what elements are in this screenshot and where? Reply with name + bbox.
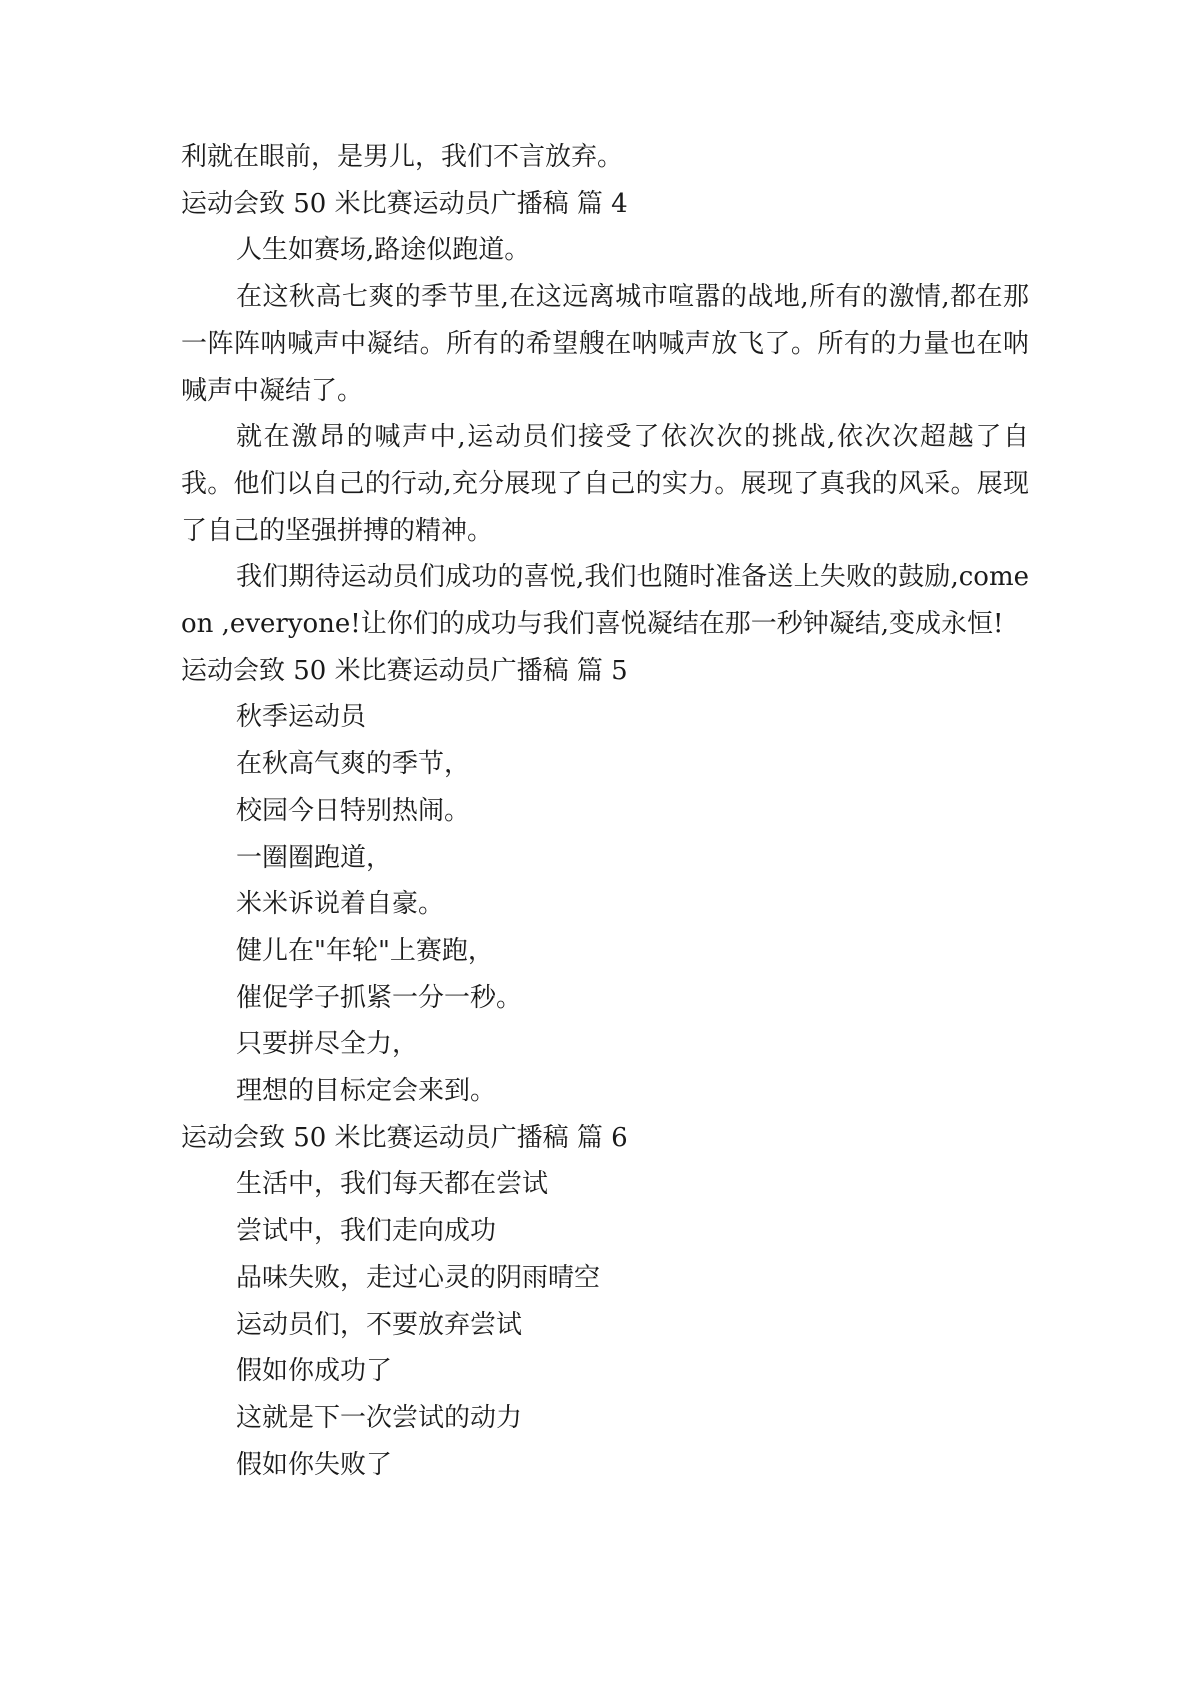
body-paragraph: 在这秋高七爽的季节里,在这远离城市喧嚣的战地,所有的激情,都在那一阵阵呐喊声中凝结。所有的希望艘在呐喊声放飞了。所有的力量也在呐喊声中凝结了。: [181, 282, 1029, 406]
poem-line: 健儿在"年轮"上赛跑，: [236, 935, 494, 966]
body-paragraph: 人生如赛场,路途似跑道。: [236, 235, 531, 266]
body-paragraph: 我们期待运动员们成功的喜悦,我们也随时准备送上失败的鼓励,come on ,everyone!让你们的成功与我们喜悦凝结在那一秒钟凝结,变成永恒!: [181, 562, 1029, 640]
poem-line: 品味失败，走过心灵的阴雨晴空: [236, 1262, 601, 1293]
section-heading: 运动会致 50 米比赛运动员广播稿 篇 4: [181, 188, 628, 219]
poem-line: 催促学子抓紧一分一秒。: [236, 982, 523, 1013]
body-paragraph: 就在激昂的喊声中,运动员们接受了依次次的挑战,依次次超越了自我。他们以自己的行动,充分展现了自己的实力。展现了真我的风采。展现了自己的坚强拼搏的精神。: [181, 422, 1029, 546]
poem-line: 一圈圈跑道，: [236, 842, 393, 873]
poem-line: 校园今日特别热闹。: [236, 795, 471, 826]
poem-line: 尝试中，我们走向成功: [236, 1216, 497, 1247]
poem-line: 假如你失败了: [236, 1449, 393, 1480]
section-heading: 运动会致 50 米比赛运动员广播稿 篇 6: [181, 1122, 628, 1153]
section-heading: 运动会致 50 米比赛运动员广播稿 篇 5: [181, 655, 628, 686]
poem-line: 只要拼尽全力，: [236, 1029, 419, 1060]
document-body: [181, 134, 1029, 1488]
poem-line: 假如你成功了: [236, 1356, 393, 1387]
poem-line: 运动员们，不要放弃尝试: [236, 1309, 523, 1340]
poem-line: 米米诉说着自豪。: [236, 889, 445, 920]
poem-line: 理想的目标定会来到。: [236, 1076, 497, 1107]
poem-line: 在秋高气爽的季节，: [236, 749, 471, 780]
poem-line: 这就是下一次尝试的动力: [236, 1402, 523, 1433]
poem-line: 生活中，我们每天都在尝试: [236, 1169, 549, 1200]
body-paragraph: 利就在眼前，是男儿，我们不言放弃。: [181, 142, 624, 172]
poem-line: 秋季运动员: [236, 702, 367, 733]
